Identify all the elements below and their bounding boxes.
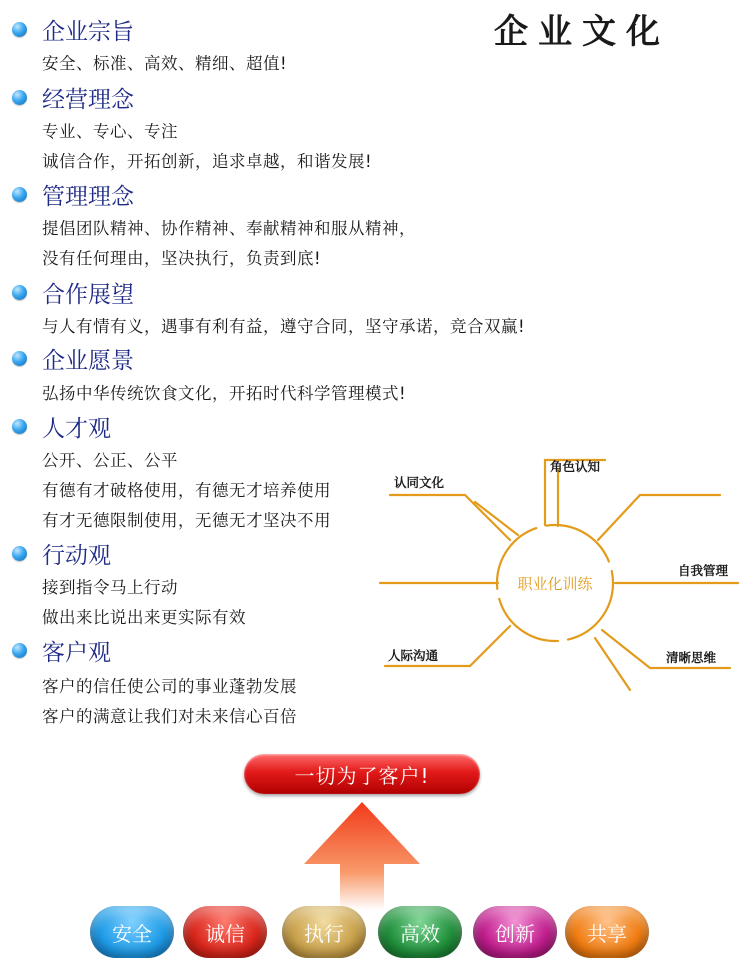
section-text: 有德有才破格使用，有德无才培养使用: [42, 481, 331, 500]
branch-line-upper-right: [598, 495, 720, 540]
diagram-branch: 认同文化: [394, 475, 445, 490]
section-title: 人才观: [42, 415, 111, 442]
section-heading: [12, 277, 134, 307]
up-arrow-icon: [302, 800, 422, 910]
section-title: 企业愿景: [42, 347, 134, 374]
section-text: 诚信合作，开拓创新，追求卓越，和谐发展!: [42, 152, 373, 171]
section-text: 与人有情有义，遇事有利有益，遵守合同，坚守承诺，竞合双赢!: [42, 317, 526, 336]
section-text: 客户的信任使公司的事业蓬勃发展: [42, 677, 297, 696]
section-heading: [12, 635, 111, 665]
section-text: 公开、公正、公平: [42, 451, 178, 470]
section-text: 没有任何理由，坚决执行，负责到底!: [42, 249, 322, 268]
section-title: 客户观: [42, 639, 111, 666]
value-pill-efficiency: 高效: [378, 906, 462, 958]
section-text: 做出来比说出来更实际有效: [42, 608, 246, 627]
bullet-icon: [12, 285, 27, 300]
bullet-icon: [12, 90, 27, 105]
section-text: 有才无德限制使用，无德无才坚决不用: [42, 511, 331, 530]
section-text: 安全、标准、高效、精细、超值!: [42, 54, 288, 73]
section-text: 客户的满意让我们对未来信心百倍: [42, 707, 297, 726]
diagram-branch: 角色认知: [550, 459, 601, 474]
diagram-center: 职业化训练: [517, 575, 593, 593]
section-text: 弘扬中华传统饮食文化，开拓时代科学管理模式!: [42, 384, 407, 403]
section-heading: [12, 179, 134, 209]
bullet-icon: [12, 22, 27, 37]
branch-line-culture-2: [475, 502, 518, 535]
branch-line-thinking-2: [595, 638, 630, 690]
section-title: 企业宗旨: [42, 18, 134, 45]
customer-banner: 一切为了客户!: [244, 754, 480, 794]
training-diagram: [370, 440, 745, 700]
section-text: 专业、专心、专注: [42, 122, 178, 141]
section-heading: [12, 343, 134, 373]
section-heading: [12, 538, 111, 568]
section-heading: [12, 82, 134, 112]
value-pill-integrity: 诚信: [183, 906, 267, 958]
branch-line-culture: [390, 495, 510, 540]
diagram-branch: 清晰思维: [666, 650, 717, 665]
page-title: 企业文化: [494, 12, 670, 52]
bullet-icon: [12, 546, 27, 561]
section-title: 管理理念: [42, 183, 134, 210]
value-pill-innovation: 创新: [473, 906, 557, 958]
section-text: 接到指令马上行动: [42, 578, 178, 597]
section-title: 行动观: [42, 542, 111, 569]
section-heading: [12, 14, 134, 44]
diagram-branch: 自我管理: [678, 563, 729, 578]
bullet-icon: [12, 643, 27, 658]
value-pill-execution: 执行: [282, 906, 366, 958]
value-pill-safety: 安全: [90, 906, 174, 958]
bullet-icon: [12, 351, 27, 366]
bullet-icon: [12, 187, 27, 202]
section-text: 提倡团队精神、协作精神、奉献精神和服从精神，: [42, 219, 416, 238]
section-heading: [12, 411, 111, 441]
section-title: 合作展望: [42, 281, 134, 308]
section-title: 经营理念: [42, 86, 134, 113]
bullet-icon: [12, 419, 27, 434]
value-pill-sharing: 共享: [565, 906, 649, 958]
diagram-branch: 人际沟通: [388, 648, 439, 663]
